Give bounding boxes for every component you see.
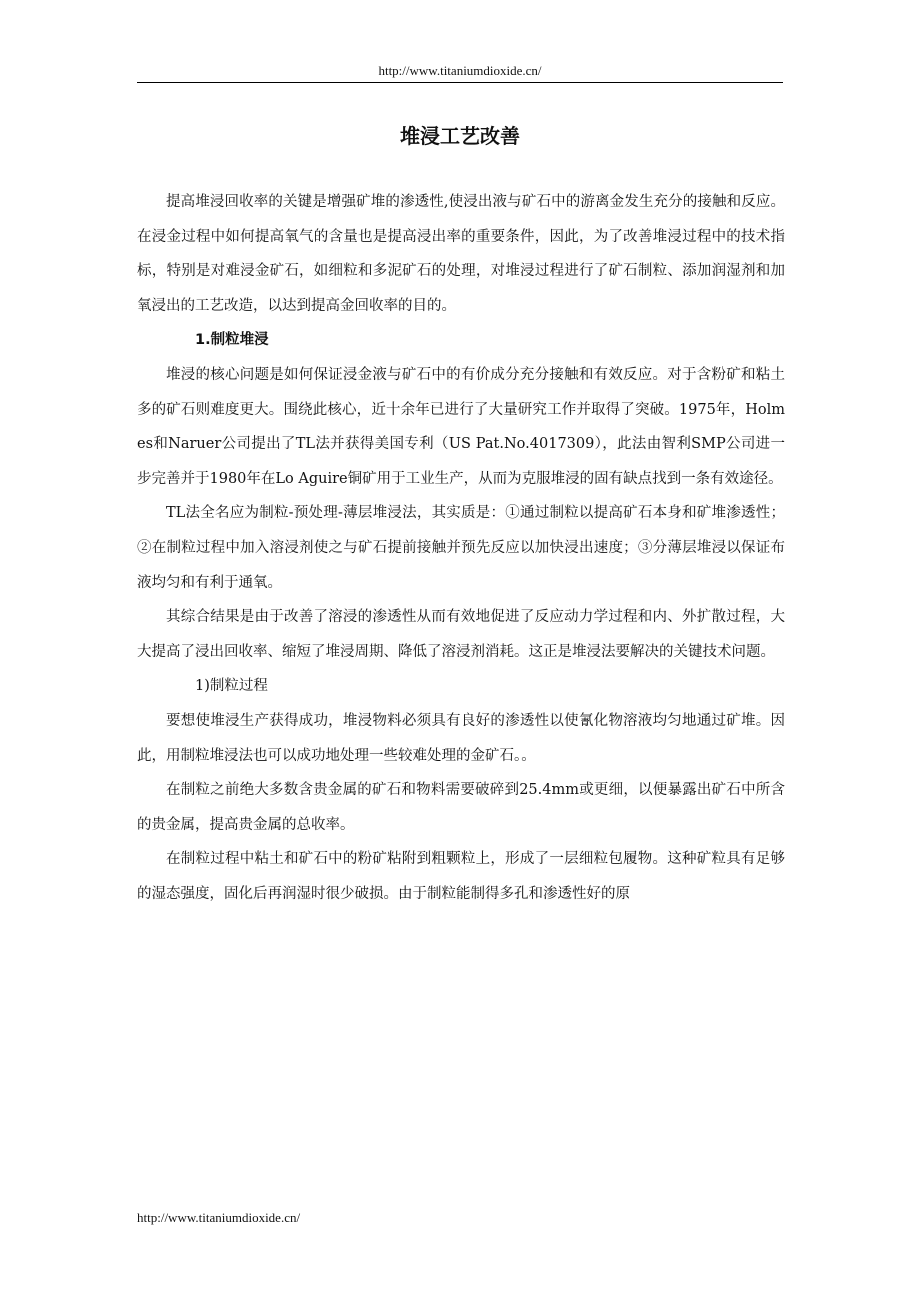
section-paragraph-2: TL法全名应为制粒-预处理-薄层堆浸法，其实质是：①通过制粒以提高矿石本身和矿堆渗透性；②在制粒过程中加入溶浸剂使之与矿石提前接触并预先反应以加快浸出速度；③分薄层堆浸以保证布液均匀和有利于通氧。: [137, 505, 785, 591]
footer-url: http://www.titaniumdioxide.cn/: [137, 1210, 301, 1225]
document-title: 堆浸工艺改善: [400, 124, 520, 148]
subsection-heading: 1)制粒过程: [195, 678, 268, 695]
subsection-paragraph-3: 在制粒过程中粘土和矿石中的粉矿粘附到粗颗粒上，形成了一层细粒包履物。这种矿粒具有足够的湿态强度，固化后再润湿时很少破损。由于制粒能制得多孔和渗透性好的原: [137, 851, 785, 902]
header-divider: [137, 82, 783, 83]
section-paragraph-3: 其综合结果是由于改善了溶浸的渗透性从而有效地促进了反应动力学过程和内、外扩散过程，大大提高了浸出回收率、缩短了堆浸周期、降低了溶浸剂消耗。这正是堆浸法要解决的关键技术问题。: [137, 609, 785, 660]
intro-paragraph: 提高堆浸回收率的关键是增强矿堆的渗透性,使浸出液与矿石中的游离金发生充分的接触和反应。在浸金过程中如何提高氧气的含量也是提高浸出率的重要条件，因此，为了改善堆浸过程中的技术指标，特别是对难浸金矿石，如细粒和多泥矿石的处理，对堆浸过程进行了矿石制粒、添加润湿剂和加氧浸出的工艺改造，以达到提高金回收率的目的。: [137, 194, 785, 314]
subsection-paragraph-2: 在制粒之前绝大多数含贵金属的矿石和物料需要破碎到25.4mm或更细，以便暴露出矿石中所含的贵金属，提高贵金属的总收率。: [137, 782, 785, 833]
document-body: [137, 185, 785, 911]
header-url: http://www.titaniumdioxide.cn/: [378, 63, 542, 78]
section-paragraph-1: 堆浸的核心问题是如何保证浸金液与矿石中的有价成分充分接触和有效反应。对于含粉矿和粘土多的矿石则难度更大。围绕此核心，近十余年已进行了大量研究工作并取得了突破。1975年，Holmes和Naruer公司提出了TL法并获得美国专利（US Pat.No.4017309），此法由智利SMP公司进一步完善并于1980年在Lo Aguire铜矿用于工业生产，从而为克服堆浸的固有缺点找到一条有效途径。: [137, 366, 785, 487]
section-heading: 1.制粒堆浸: [195, 332, 269, 349]
subsection-paragraph-1: 要想使堆浸生产获得成功，堆浸物料必须具有良好的渗透性以使氰化物溶液均匀地通过矿堆。因此，用制粒堆浸法也可以成功地处理一些较难处理的金矿石。。: [137, 712, 785, 764]
